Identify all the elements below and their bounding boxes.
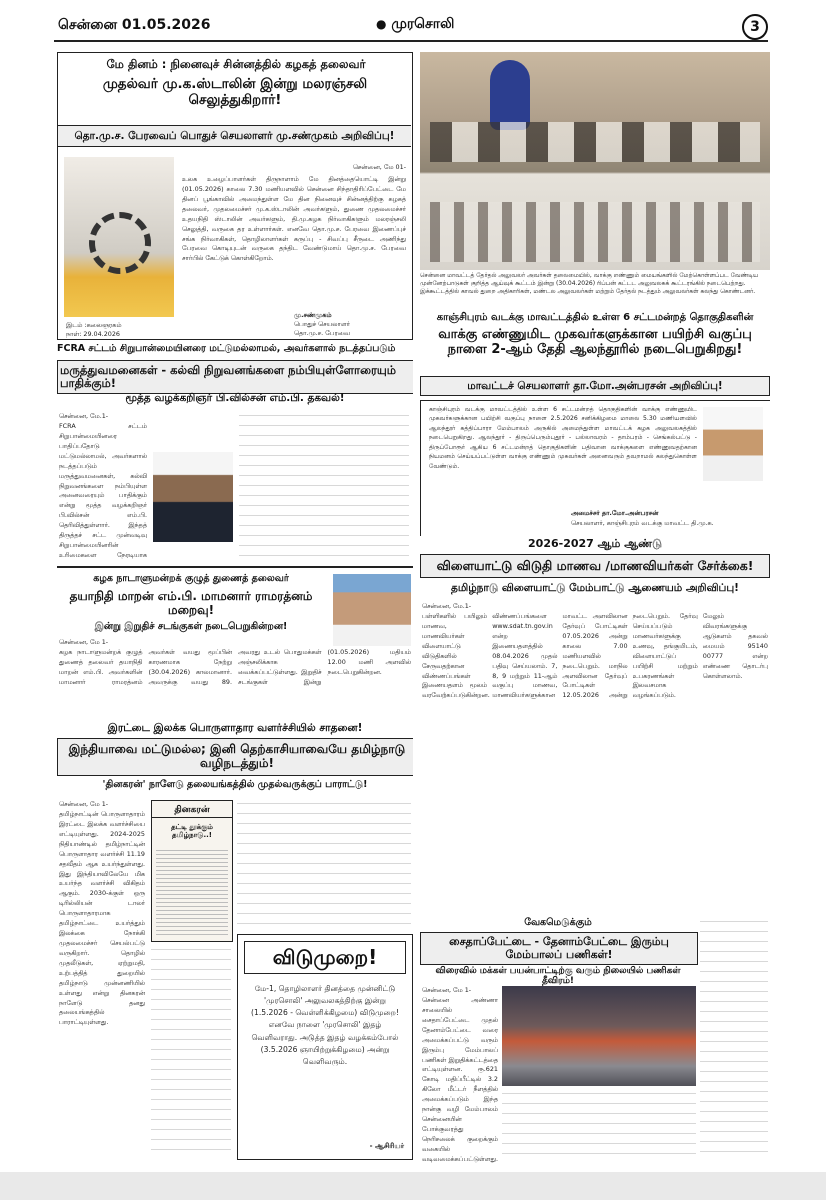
- india-kicker: இரட்டை இலக்க பொருளாதார வளர்ச்சியில் சாதனை!: [107, 722, 363, 734]
- may-day-sign-role2: தொ.மு.ச. பேரவை: [294, 329, 350, 337]
- fcra-kicker: FCRA சட்டம் சிறுபான்மையினரை மட்டுமல்லாமல், அவர்களால் நடத்தப்படும்: [57, 344, 396, 354]
- maran-headline: தயாநிதி மாறன் எம்.பி. மாமனார் ராமரத்னம் மறைவு!: [69, 589, 313, 617]
- officials-row: [430, 122, 760, 162]
- bridge-body-right: [700, 918, 768, 1160]
- dinakaran-clip-title: தட்டி தூக்கும் தமிழ்நாடு..!: [171, 823, 213, 840]
- may-day-place: இடம் :கலைஞரகம்: [66, 321, 122, 329]
- maran-dateline: சென்னை, மே 1-: [59, 638, 109, 646]
- photo-caption: சென்னை மாவட்டத் தேர்தல் அலுவலர் அவர்கள் தலைமையில், வாக்கு எண்ணும் மையங்களில் மேற்கொள்ளப்பட வேண்டிய முன்னேற்பாடுகள் குறித்த ஆய்வுக் கூட்டம் இன்று (30.04.2026) ரிப்பன் கட்டட அலுவலகக் கூட்டரங்கில் நடைபெற்றது. இக்கூட்டத்தில் காவல் துறை அதிகாரிகள், மண்டல அலுவலர்கள் மற்றும் தேர்தல் நடத்தும் அலுவலர்கள் கலந்து கொண்டனர்.: [420, 272, 759, 296]
- header-rule: [54, 40, 768, 42]
- maran-body: கழக நாடாளுமன்றக் குழுத் துணைத் தலைவர் தயாநிதி மாறன் எம்.பி. அவர்களின் மாமனார் ராமரத்னம் அவர்கள் வயது மூப்பின் காரணமாக நேற்று (30.04.2026) காலமானார். அவருக்கு வயது 89. அவரது உடல் பொதுமக்கள் அஞ்சலிக்காக வைக்கப்பட்டுள்ளது. இறுதிச் சடங்குகள் இன்று (01.05.2026) மதியம் 12.00 மணி அளவில் நடைபெறுகின்றன.: [59, 648, 411, 686]
- bridge-body: சென்னை அண்ணா சாலையில் சைதாப்பேட்டை முதல் தேனாம்பேட்டை வரை அமைக்கப்பட்டு வரும் இரும்பு மேம்பாலப் பணிகள் இறுதிக்கட்டத்தை எட்டியுள்ளன. ரூ.621 கோடி மதிப்பீட்டில் 3.2 கிலோ மீட்டர் நீளத்தில் அமைக்கப்படும் இந்த நான்கு வழி மேம்பாலம் சென்னையின் போக்குவரத்து நெரிசலைக் குறைக்கும் வகையில் வடிவமைக்கப்பட்டுள்ளது.: [422, 996, 499, 1163]
- fcra-sub: மூத்த வழக்கறிஞர் பி.வில்சன் எம்.பி. தகவல்!: [125, 392, 345, 404]
- india-body-col4: [151, 946, 231, 1156]
- page-footer-band: [0, 1172, 826, 1200]
- kanchi-body-box: [420, 400, 770, 536]
- dinakaran-clipping: [151, 800, 233, 942]
- page-number: 3: [742, 14, 768, 40]
- india-headline: இந்தியாவை மட்டுமல்ல; இனி தெற்காசியாவையே தமிழ்நாடு வழிநடத்தும்!: [57, 738, 413, 776]
- bridge-sub: விரைவில் மக்கள் பயன்பாட்டிற்கு வரும் நிலையில் பணிகள் தீவிரம்!: [435, 966, 681, 987]
- maran-sub: இன்று இறுதிச் சடங்குகள் நடைபெறுகின்றன!: [94, 621, 288, 632]
- may-day-article: [57, 52, 413, 340]
- kanchi-sub: மாவட்டச் செயலாளர் தா.மோ.அன்பரசன் அறிவிப்பு!: [420, 376, 770, 396]
- wilson-photo: [153, 452, 233, 542]
- ramarathnam-photo: [333, 574, 411, 646]
- may-day-sign-role1: பொதுச் செயலாளர்: [294, 320, 350, 328]
- holiday-sign: - ஆசிரியர்: [369, 1142, 404, 1150]
- holiday-notice: [237, 934, 413, 1160]
- kanchi-sign-role: செயலாளர், காஞ்சிபுரம் வடக்கு மாவட்ட தி.மு.க.: [571, 519, 714, 527]
- fcra-headline: மருத்துவமனைகள் - கல்வி நிறுவனங்களை நம்பியுள்ளோரையும் பாதிக்கும்!: [57, 360, 413, 394]
- sports-sub: தமிழ்நாடு விளையாட்டு மேம்பாட்டு ஆணையம் அறிவிப்பு!: [451, 582, 739, 594]
- may-day-memorial-image: [64, 157, 174, 317]
- clip-text-lines: [156, 847, 228, 935]
- maran-kicker: கழக நாடாளுமன்றக் குழுத் துணைத் தலைவர்: [93, 573, 289, 584]
- holiday-title: விடுமுறை!: [244, 941, 406, 974]
- may-day-headline: முதல்வர் மு.க.ஸ்டாலின் இன்று மலரஞ்சலி செலுத்துகிறார்!: [102, 76, 368, 108]
- kanchi-body: காஞ்சிபுரம் வடக்கு மாவட்டத்தில் உள்ள 6 சட்டமன்றத் தொகுதிகளின் வாக்கு எண்ணுமிட முகவர்களுக்கான பயிற்சி வகுப்பு நாளை 2.5.2026 சனிக்கிழமை மாலை 5.30 மணியளவில் ஆலந்தூர் கத்திப்பாரா மேம்பாலம் அருகில் அமைந்துள்ள மாவட்டக் கழக அலுவலகத்தில் நடைபெறுகிறது. ஆலந்தூர் - திருப்பெரும்புதூர் - பல்லாவரம் - தாம்பரம் - செங்கல்பட்டு - திருப்போரூர் ஆகிய 6 சட்டமன்றத் தொகுதிகளின் பதிவான வாக்குகளை எண்ணுவதற்கான நியமனம் செய்யப்பட்டுள்ள வாக்கு எண்ணும் முகவர்கள் அனைவரும் தவறாமல் கலந்துகொள்ள வேண்டும்.: [429, 406, 697, 470]
- masthead: ● முரசொலி: [376, 16, 455, 32]
- anbarasan-photo: [703, 407, 763, 481]
- kanchi-sign-name: அமைச்சர் தா.மோ.அன்பரசன்: [571, 509, 659, 517]
- fcra-dateline: சென்னை, மே.1-: [59, 412, 109, 420]
- bridge-headline: சைதாப்பேட்டை - தேனாம்பேட்டை இரும்பு மேம்பாலப் பணிகள்!: [420, 932, 698, 965]
- india-sub: 'தினகரன்' நாளேடு தலையங்கத்தில் முதல்வருக்குப் பாராட்டு!: [102, 779, 368, 790]
- mascot-icon: [490, 60, 530, 130]
- sports-article: [420, 536, 770, 916]
- sports-dateline: சென்னை, மே.1-: [422, 602, 472, 610]
- india-body-col3: [237, 800, 411, 930]
- india-dateline: சென்னை, மே 1-: [59, 800, 109, 808]
- maran-article: [57, 572, 413, 720]
- fcra-body: FCRA சட்டம் சிறுபான்மையினரை பாதிப்பதோடு மட்டுமல்லாமல், அவர்களால் நடத்தப்படும் மருத்துவமனைகள், கல்வி நிறுவனங்களை நம்பியுள்ள அனைவரையும் பாதிக்கும் என்று மூத்த வழக்கறிஞர் பி.வில்சன் எம்.பி. தெரிவித்துள்ளார். இந்தத் திருத்தச் சட்ட முன்வடிவு சிறுபான்மையினரின் உரிமைகளை நேரடியாக: [59, 422, 147, 559]
- may-day-sign-name: மு.சண்முகம்: [294, 311, 332, 319]
- india-article: [57, 722, 413, 1164]
- may-day-date: நாள்: 29.04.2026: [66, 330, 120, 338]
- bridge-body-cols: [502, 1090, 696, 1160]
- bridge-dateline: சென்னை, மே 1-: [422, 986, 472, 994]
- fcra-article: [57, 344, 413, 562]
- sports-year: 2026-2027 ஆம் ஆண்டு: [528, 537, 662, 550]
- holiday-body: மே-1, தொழிலாளர் தினத்தை முன்னிட்டு 'முரசொலி' அலுவலகத்திற்கு இன்று (1.5.2026 - வெள்ளிக்கிழமை) விடுமுறை! எனவே நாளை 'முரசொலி' இதழ் வெளிவராது. அடுத்த இதழ் வழக்கம்போல் (3.5.2026 ஞாயிற்றுக்கிழமை) அன்று வெளிவரும்.: [251, 984, 399, 1066]
- kanchi-article: [420, 310, 770, 536]
- rooster-logo-icon: ●: [376, 17, 387, 31]
- bridge-article: [420, 916, 770, 1164]
- may-day-sub: தொ.மு.ச. பேரவைப் பொதுச் செயலாளர் மு.சண்முகம் அறிவிப்பு!: [58, 125, 411, 147]
- kanchi-headline: வாக்கு எண்ணுமிட முகவர்களுக்கான பயிற்சி வகுப்பு நாளை 2-ஆம் தேதி ஆலந்தூரில் நடைபெறுகிறது!: [438, 327, 752, 357]
- may-day-body: உலக உழைப்பாளர்கள் திருநாளாம் மே தினத்தையொட்டி இன்று (01.05.2026) காலை 7.30 மணியளவில் சென்னை சிந்தாதிரிப்பேட்டை மே தினப் பூங்காவில் அமைந்துள்ள மே தின நினைவுச் சின்னத்திற்கு கழகத் தலைவர், முதலமைச்சர் மு.க.ஸ்டாலின் அவர்களும், துணை முதலமைச்சர் உதயநிதி ஸ்டாலின் அவர்களும், தி.மு.கழக நிர்வாகிகளும் மலரஞ்சலி செலுத்தி, வருகை தர உள்ளார்கள். எனவே தொ.மு.ச. பேரவை இணைப்புச் சங்க நிர்வாகிகள், தொழிலாளர்கள் கருப்பு - சிவப்பு சீருடை அணிந்து பேரவை கொடியுடன் வருகை தந்திட வேண்டுமாய் தொ.மு.ச. பேரவை சார்பில் கேட்டுக் கொள்கிறோம்.: [182, 175, 406, 263]
- may-day-dateline: சென்னை, மே 01-: [352, 163, 406, 171]
- bridge-photo: [502, 986, 696, 1086]
- dinakaran-masthead: தினகரன்: [152, 805, 232, 818]
- fcra-body-col3: [239, 412, 409, 558]
- gear-icon: [89, 212, 151, 274]
- header-date: சென்னை 01.05.2026: [58, 17, 211, 33]
- meeting-photo: [420, 52, 770, 270]
- may-day-kicker: மே தினம் : நினைவுச் சின்னத்தில் கழகத் தலைவர்: [106, 57, 366, 71]
- sports-headline: விளையாட்டு விடுதி மாணவ /மாணவியர்கள் சேர்க்கை!: [420, 554, 770, 578]
- kanchi-kicker: காஞ்சிபுரம் வடக்கு மாவட்டத்தில் உள்ள 6 சட்டமன்றத் தொகுதிகளின்: [436, 312, 754, 323]
- bridge-kicker: வேகமெடுக்கும்: [524, 917, 592, 928]
- sports-body: பள்ளிகளில் பயிலும் மாணவ, மாணவியர்கள் விளையாட்டு விடுதிகளில் சேருவதற்கான விண்ணப்பங்கள் இணையதளம் மூலம் வரவேற்கப்படுகின்றன. விண்ணப்பங்களை www.sdat.tn.gov.in என்ற இணையதளத்தில் 08.04.2026 முதல் பதிவு செய்யலாம். 7, 8, 9 மற்றும் 11-ஆம் வகுப்பு மாணவ, மாணவியர்களுக்கான மாவட்ட அளவிலான தேர்வுப் போட்டிகள் 07.05.2026 அன்று காலை 7.00 மணியளவில் நடைபெறும். மாநில அளவிலான தேர்வுப் போட்டிகள் 12.05.2026 அன்று நடைபெறும். தேர்வு செய்யப்படும் மாணவர்களுக்கு உணவு, தங்குமிடம், விளையாட்டுப் பயிற்சி மற்றும் உபகரணங்கள் இலவசமாக வழங்கப்படும். மேலும் விவரங்களுக்கு ஆடுகளம் தகவல் மையம் 95140 00777 என்ற எண்ணை தொடர்பு கொள்ளலாம்.: [422, 612, 768, 700]
- india-body: தமிழ்நாட்டின் பொருளாதாரம் இரட்டை இலக்க வளர்ச்சியை எட்டியுள்ளது. 2024-2025 நிதியாண்டில் தமிழ்நாட்டின் பொருளாதார வளர்ச்சி 11.19 சதவீதம் ஆக உயர்ந்துள்ளது. இது இந்தியாவிலேயே மிக உயர்ந்த வளர்ச்சி விகிதம் ஆகும். 2030-க்குள் ஒரு டிரில்லியன் டாலர் பொருளாதாரமாக தமிழ்நாட்டை உயர்த்தும் இலக்கை நோக்கி முதலமைச்சர் செயல்பட்டு வருகிறார். தொழில் முதலீடுகள், ஏற்றுமதி, உற்பத்தித் துறையில் தமிழ்நாடு முன்னணியில் உள்ளது என்று தினகரன் நாளேடு தனது தலையங்கத்தில் பாராட்டியுள்ளது.: [59, 810, 145, 1027]
- audience-row: [430, 202, 760, 262]
- page-header: [0, 0, 826, 44]
- left-divider: [57, 566, 413, 568]
